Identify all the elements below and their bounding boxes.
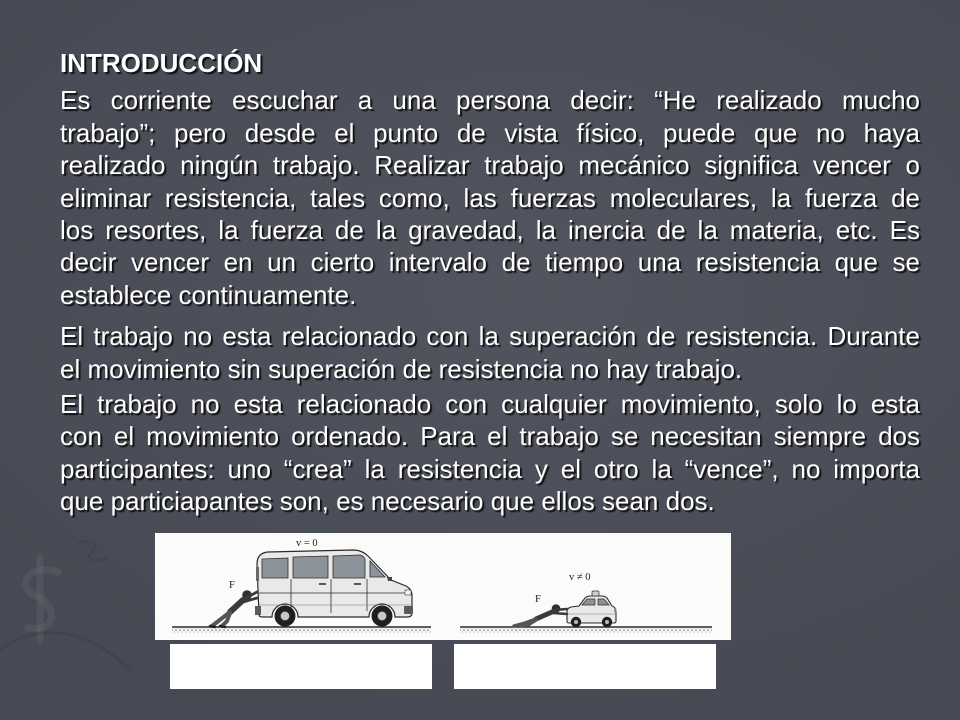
caption-box-right	[454, 644, 716, 689]
paragraph-3	[60, 388, 920, 518]
text-line: El trabajo no esta relacionado con la superación de resistencia. Durante	[60, 321, 920, 352]
text-line: trabajo”; pero desde el punto de vista físico, puede que no haya	[60, 117, 920, 148]
text-line: con el movimiento ordenado. Para el trabajo se necesitan siempre dos	[60, 421, 920, 452]
van-wheel-rear	[275, 606, 296, 627]
text-line: decir vencer en un cierto intervalo de tiempo una resistencia que se	[60, 247, 920, 278]
ground-right	[460, 627, 712, 633]
caption-box-left	[170, 644, 432, 689]
text-line: El trabajo no esta relacionado con cualquier movimiento, solo lo esta	[60, 389, 920, 420]
car	[567, 591, 617, 627]
text-line: realizado ningún trabajo. Realizar trabajo mecánico significa vencer o	[60, 150, 920, 181]
van-taillight	[256, 567, 259, 581]
van	[255, 550, 413, 627]
text-line: Es corriente escuchar a una persona decir: “He realizado mucho	[60, 85, 920, 116]
force-label-left: F	[229, 580, 235, 591]
car-wheel-rear	[571, 617, 581, 627]
text-line: eliminar resistencia, tales como, las fuerzas moleculares, la fuerza de	[60, 182, 920, 213]
person-pushing-van	[210, 590, 257, 627]
illustration-canvas	[155, 533, 731, 640]
right-scene	[460, 572, 712, 633]
left-scene	[172, 538, 431, 633]
van-headlight	[405, 590, 411, 595]
text-line: establece continuamente.	[60, 279, 357, 310]
van-wheel-front	[372, 606, 393, 627]
text-line: los resortes, la fuerza de la gravedad, la inercia de la materia, etc. Es	[60, 215, 920, 246]
velocity-label-right: v ≠ 0	[569, 572, 591, 583]
text-line: participantes: uno “crea” la resistencia y el otro la “vence”, no importa	[60, 453, 920, 484]
car-wheel-front	[602, 617, 612, 627]
paragraph-1	[60, 84, 920, 311]
paragraph-2	[60, 320, 920, 385]
work-illustration	[155, 533, 731, 640]
velocity-label-left: v = 0	[296, 538, 318, 549]
force-label-right: F	[535, 594, 541, 605]
text-line: el movimiento sin superación de resistencia no hay trabajo.	[60, 353, 743, 384]
person-pushing-car	[514, 604, 567, 626]
slide-content	[60, 47, 920, 518]
ground-left	[172, 627, 431, 633]
background-watermark	[0, 500, 150, 690]
car-siren	[592, 591, 599, 596]
text-line: que particiapantes son, es necesario que ellos sean dos.	[60, 486, 715, 517]
slide-title: INTRODUCCIÓN	[60, 48, 263, 78]
